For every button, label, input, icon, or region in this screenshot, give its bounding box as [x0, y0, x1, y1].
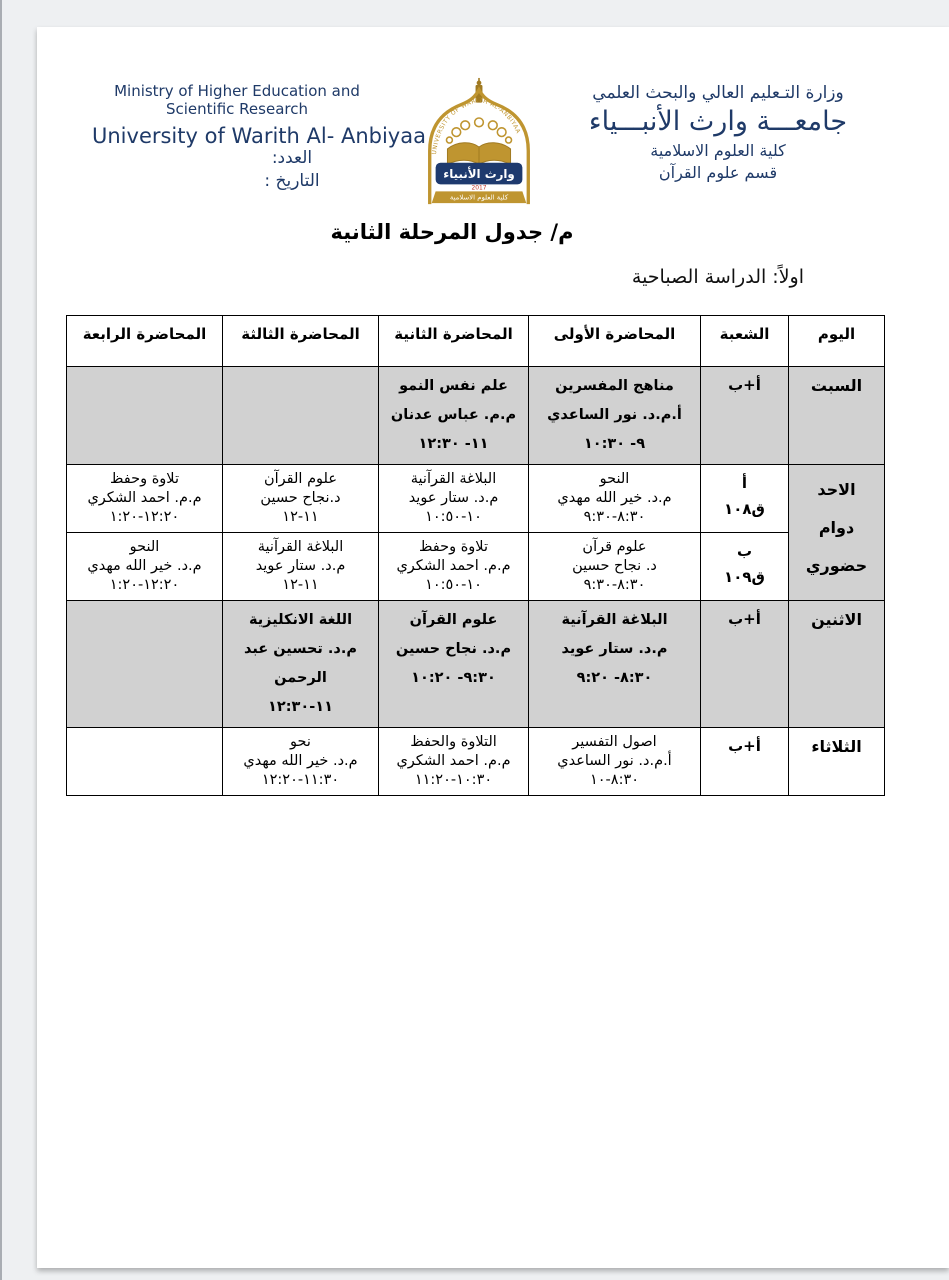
teacher-name: م.د. خير الله مهدي — [87, 558, 202, 574]
day-cell — [789, 367, 885, 465]
header-row — [67, 316, 885, 367]
logo-banner-text: كلية العلوم الاسلامية — [449, 193, 509, 202]
lecture-cell — [379, 465, 529, 533]
section-heading: اولاً: الدراسة الصباحية — [631, 266, 804, 288]
lecture-time: ٨:٣٠- ٩:٢٠ — [576, 670, 653, 686]
day-label: دوام — [818, 518, 855, 537]
course-name: النحو — [129, 539, 160, 555]
schedule-row-tuesday — [67, 728, 885, 796]
schedule-row-sunday-section-a — [67, 465, 885, 533]
teacher-name: م.د. ستار عويد — [408, 490, 499, 506]
course-name: تلاوة وحفظ — [419, 539, 488, 555]
course-name: مناهج المفسرين — [555, 378, 674, 394]
lecture-cell — [379, 533, 529, 601]
column-header: المحاضرة الثانية — [379, 316, 529, 367]
section-cell — [701, 601, 789, 728]
lecture-time: ٨:٣٠-٩:٣٠ — [583, 577, 646, 593]
course-name: علوم القرآن — [264, 471, 337, 487]
logo-arc-text: UNIVERSITY OF WARITH AL-ANBIYAA — [431, 97, 521, 155]
teacher-name: م.م. احمد الشكري — [396, 558, 511, 574]
lecture-cell — [223, 533, 379, 601]
empty-lecture-cell — [67, 728, 223, 796]
day-label: الاثنين — [811, 610, 862, 629]
section-cell — [701, 367, 789, 465]
lecture-time: ١٠-١٠:٥٠ — [425, 509, 482, 525]
teacher-name: م.د. خير الله مهدي — [243, 753, 358, 769]
column-header: المحاضرة الأولى — [529, 316, 701, 367]
header-english-block — [92, 82, 426, 149]
schedule-table — [66, 315, 885, 796]
teacher-name: أ.م.د. نور الساعدي — [547, 407, 682, 423]
logo-chain-icon — [446, 118, 511, 143]
column-header: المحاضرة الرابعة — [67, 316, 223, 367]
day-label: الثلاثاء — [811, 737, 862, 756]
section-cell — [701, 465, 789, 533]
number-label: العدد: — [271, 148, 313, 168]
course-name: اصول التفسير — [572, 734, 657, 750]
lecture-time: ١١-١٢ — [282, 577, 319, 593]
day-cell — [789, 601, 885, 728]
lecture-cell — [223, 601, 379, 728]
teacher-name: م.م. احمد الشكري — [396, 753, 511, 769]
teacher-name: د. نجاح حسين — [572, 558, 657, 574]
teacher-name: م.د. ستار عويد — [561, 641, 668, 657]
lecture-time: ٩- ١٠:٣٠ — [583, 436, 646, 452]
day-cell — [789, 728, 885, 796]
schedule-row-sunday-section-b — [67, 533, 885, 601]
lecture-cell — [379, 367, 529, 465]
lecture-cell — [529, 367, 701, 465]
course-name: التلاوة والحفظ — [410, 734, 497, 750]
day-label: حضوري — [805, 556, 868, 575]
column-header: اليوم — [789, 316, 885, 367]
ministry-name-en-line1: Ministry of Higher Education and — [114, 82, 360, 100]
schedule-row-monday — [67, 601, 885, 728]
day-label: الاحد — [817, 480, 856, 499]
lecture-time: ١٠:٣٠-١١:٢٠ — [414, 772, 493, 788]
lecture-time: ١٠-١٠:٥٠ — [425, 577, 482, 593]
document-meta — [202, 147, 382, 193]
course-name: النحو — [599, 471, 630, 487]
date-label: التاريخ : — [264, 171, 320, 191]
college-name-ar: كلية العلوم الاسلامية — [650, 141, 786, 160]
lecture-cell — [67, 533, 223, 601]
section-label: أ+ب — [728, 376, 761, 394]
empty-lecture-cell — [67, 601, 223, 728]
lecture-time: ١١-١٢ — [282, 509, 319, 525]
lecture-cell — [223, 728, 379, 796]
course-name: اللغة الانكليزية — [248, 612, 353, 628]
teacher-name: م.د. خير الله مهدي — [557, 490, 672, 506]
teacher-name: م.م. عباس عدنان — [390, 407, 517, 423]
lecture-cell — [529, 601, 701, 728]
day-label: السبت — [810, 376, 863, 395]
document-page — [37, 27, 949, 1268]
lecture-time: ٨:٣٠-١٠ — [589, 772, 640, 788]
lecture-cell — [379, 601, 529, 728]
logo-calligraphy-text: وارث الأنبياء — [443, 167, 515, 182]
course-name: علم نفس النمو — [399, 378, 508, 394]
teacher-name: أ.م.د. نور الساعدي — [557, 753, 672, 769]
section-label: أ — [741, 474, 748, 492]
university-name-ar: جامعـــة وارث الأنبـــياء — [588, 106, 848, 137]
university-logo — [410, 77, 548, 211]
lecture-time: ٨:٣٠-٩:٣٠ — [583, 509, 646, 525]
course-name: تلاوة وحفظ — [110, 471, 179, 487]
lecture-time: ١٢:٢٠-١:٢٠ — [109, 577, 180, 593]
teacher-name: د.نجاح حسين — [260, 490, 341, 506]
section-cell — [701, 533, 789, 601]
ministry-name-ar: وزارة التـعليم العالي والبحث العلمي — [592, 83, 844, 103]
teacher-name: م.د. نجاح حسين — [395, 641, 512, 657]
lecture-cell — [529, 533, 701, 601]
lecture-cell — [529, 728, 701, 796]
lecture-cell — [529, 465, 701, 533]
university-name-en: University of Warith Al- Anbiyaa — [92, 124, 426, 148]
section-label: ق١٠٩ — [724, 568, 765, 586]
logo-finial — [477, 81, 482, 86]
teacher-name: م.د. تحسين عبد الرحمن — [244, 641, 357, 686]
lecture-cell — [223, 465, 379, 533]
ministry-name-en-line2: Scientific Research — [166, 100, 308, 118]
empty-lecture-cell — [67, 367, 223, 465]
lecture-cell — [67, 465, 223, 533]
teacher-name: م.م. احمد الشكري — [87, 490, 202, 506]
course-name: علوم القرآن — [409, 612, 498, 628]
course-name: علوم قرآن — [582, 539, 647, 555]
course-name: البلاغة القرآنية — [257, 539, 344, 555]
section-label: أ+ب — [728, 737, 761, 755]
course-name: البلاغة القرآنية — [561, 612, 668, 628]
schedule-row-saturday — [67, 367, 885, 465]
header-arabic-block — [553, 82, 883, 184]
day-cell — [789, 465, 885, 601]
logo-year: 2017 — [471, 185, 487, 192]
course-name: نحو — [290, 734, 311, 750]
page-title: م/ جدول المرحلة الثانية — [330, 220, 574, 244]
lecture-time: ٩:٣٠- ١٠:٢٠ — [411, 670, 496, 686]
empty-lecture-cell — [223, 367, 379, 465]
section-label: ب — [736, 542, 753, 560]
section-cell — [701, 728, 789, 796]
section-label: ق١٠٨ — [724, 500, 765, 518]
lecture-time: ١١:٣٠-١٢:٢٠ — [261, 772, 340, 788]
section-label: أ+ب — [728, 610, 761, 628]
column-header: الشعبة — [701, 316, 789, 367]
lecture-time: ١٢:٢٠-١:٢٠ — [109, 509, 180, 525]
lecture-cell — [379, 728, 529, 796]
course-name: البلاغة القرآنية — [410, 471, 497, 487]
column-header: المحاضرة الثالثة — [223, 316, 379, 367]
lecture-time: ١١-١٢:٣٠ — [268, 699, 333, 715]
lecture-time: ١١- ١٢:٣٠ — [418, 436, 489, 452]
teacher-name: م.د. ستار عويد — [255, 558, 346, 574]
department-name-ar: قسم علوم القرآن — [658, 163, 778, 182]
